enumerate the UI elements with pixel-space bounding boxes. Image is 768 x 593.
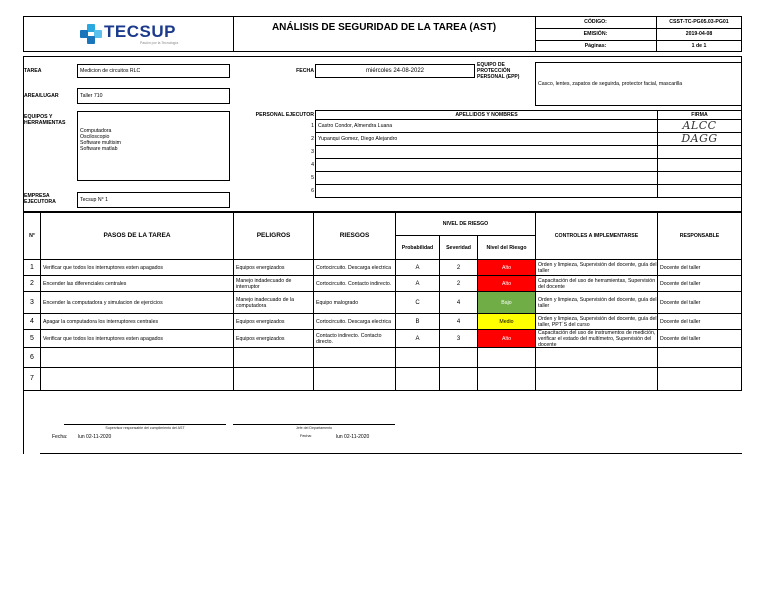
epp-field[interactable] (535, 62, 742, 106)
task-risk[interactable] (313, 291, 396, 314)
paginas-label: Páginas: (584, 43, 607, 49)
col-pasos-label: PASOS DE LA TAREA (103, 232, 171, 239)
task-number-text: 2 (30, 279, 34, 287)
epp-label: EQUIPO DE PROTECCIÓN PERSONAL (EPP) (477, 62, 520, 80)
task-step[interactable] (40, 329, 234, 348)
task-probability[interactable] (395, 367, 440, 391)
task-hazard[interactable] (233, 313, 314, 330)
task-number (23, 329, 41, 348)
col-nivel-header (395, 212, 536, 236)
logo-tagline: Pasión por la Tecnología (140, 41, 179, 45)
personal-name: Castro Condor, Almendra Luana (318, 123, 393, 129)
col-responsable-label: RESPONSABLE (679, 233, 720, 239)
tarea-value: Medicion de circuitos RLC (80, 68, 141, 74)
logo-text: TECSUP (104, 22, 176, 41)
task-controls[interactable] (535, 313, 658, 330)
task-responsible[interactable] (657, 313, 742, 330)
task-controls-text: Orden y limpieza, Supervisión del docente, guía del taller (538, 296, 657, 309)
task-severity[interactable] (439, 259, 478, 276)
task-risk[interactable] (313, 347, 396, 368)
paginas-value: 1 de 1 (691, 43, 707, 49)
task-risk[interactable] (313, 313, 396, 330)
task-severity[interactable] (439, 347, 478, 368)
task-risk-level[interactable] (477, 291, 536, 314)
task-risk[interactable] (313, 329, 396, 348)
codigo-value: CSST-TC-PG05.03-PG01 (669, 19, 729, 25)
personal-number: 1 (311, 123, 314, 129)
task-number (23, 367, 41, 391)
task-responsible-text: Docente del taller (660, 299, 701, 306)
area-value: Taller 710 (80, 93, 103, 99)
task-controls[interactable] (535, 347, 658, 368)
col-peligros-header (233, 212, 314, 260)
task-controls[interactable] (535, 291, 658, 314)
task-hazard-text: Equipos energizados (236, 318, 285, 325)
personal-number: 5 (311, 175, 314, 181)
col-nivelriesgo-label: Nivel del Riesgo (486, 244, 527, 251)
task-hazard[interactable] (233, 291, 314, 314)
task-controls-text: Capacitación del uso de herramientas, Supervisión del docente (538, 277, 656, 290)
personal-number: 3 (311, 149, 314, 155)
task-responsible-text: Docente del taller (660, 335, 701, 342)
personal-firma-cell[interactable] (657, 171, 742, 185)
task-risk-level[interactable] (477, 367, 536, 391)
task-hazard-text: Equipos energizados (236, 335, 285, 342)
col-sev-header (439, 235, 478, 260)
task-number (23, 313, 41, 330)
task-step-text: Apagar la computadora los interruptores centrales (43, 318, 159, 325)
task-hazard[interactable] (233, 259, 314, 276)
task-controls-text: Orden y limpieza, Supervisión del docente, guía del taller (538, 261, 657, 274)
task-risk-level[interactable] (477, 259, 536, 276)
task-risk-level[interactable] (477, 275, 536, 292)
task-risk-level-text: Bajo (501, 299, 512, 306)
emision-value: 2019-04-08 (685, 31, 713, 37)
task-hazard[interactable] (233, 347, 314, 368)
col-peligros-label: PELIGROS (256, 232, 291, 239)
codigo-label: CÓDIGO: (584, 19, 607, 25)
personal-name-cell[interactable] (315, 145, 658, 159)
task-probability[interactable] (395, 313, 440, 330)
task-number-text: 4 (30, 317, 34, 325)
task-responsible[interactable] (657, 259, 742, 276)
task-severity-text: 4 (456, 318, 461, 325)
task-number-text: 5 (30, 334, 34, 342)
personal-signature: ALCC (682, 119, 717, 132)
task-risk-text: Cortocircuito. Descarga electrica (316, 264, 391, 271)
personal-firma-cell[interactable] (657, 184, 742, 198)
task-number-text: 7 (30, 375, 34, 382)
task-responsible[interactable] (657, 367, 742, 391)
personal-firma-cell[interactable] (657, 158, 742, 172)
task-responsible-text: Docente del taller (660, 264, 701, 271)
task-number-text: 1 (30, 263, 34, 271)
empresa-value: Tecsup N° 1 (80, 197, 109, 203)
task-severity[interactable] (439, 291, 478, 314)
area-label: AREA/LUGAR (24, 93, 59, 99)
col-pasos-header (40, 212, 234, 260)
task-risk[interactable] (313, 367, 396, 391)
jefe-signature-line (233, 424, 395, 425)
task-number (23, 259, 41, 276)
task-hazard[interactable] (233, 329, 314, 348)
col-prob-header (395, 235, 440, 260)
equipos-field[interactable] (77, 111, 230, 181)
task-severity[interactable] (439, 367, 478, 391)
sup-label: Supervisor responsable del cumplimiento del AST (105, 426, 185, 430)
personal-firma-cell[interactable] (657, 132, 742, 146)
task-number-text: 6 (30, 353, 34, 361)
task-severity-text: 2 (456, 280, 461, 287)
fecha2-value: lun 02-11-2020 (336, 434, 370, 440)
task-responsible[interactable] (657, 275, 742, 292)
frame-bottom (40, 453, 742, 454)
equipos-item: Software multisim (80, 140, 121, 146)
col-controles-label: CONTROLES A IMPLEMENTARSE (554, 233, 639, 239)
task-hazard-text: Equipos energizados (236, 264, 285, 271)
col-riesgos-header (313, 212, 396, 260)
task-number (23, 291, 41, 314)
task-probability[interactable] (395, 329, 440, 348)
logo-icon (80, 24, 102, 44)
task-risk-level[interactable] (477, 313, 536, 330)
task-probability-text: A (415, 280, 420, 287)
task-step[interactable] (40, 291, 234, 314)
task-responsible[interactable] (657, 347, 742, 368)
col-riesgos-label: RIESGOS (339, 232, 370, 239)
task-number-text: 3 (30, 298, 34, 306)
fecha-field[interactable] (315, 64, 475, 78)
personal-label: PERSONAL EJECUTOR (255, 112, 314, 118)
task-probability[interactable] (395, 347, 440, 368)
jefe-label: Jefe del Departamento (295, 426, 333, 430)
task-step-text: Encender las diferenciales centrales (43, 280, 127, 287)
task-step[interactable] (40, 313, 234, 330)
task-hazard[interactable] (233, 367, 314, 391)
task-risk-text: Contacto indirecto. Contacto directo. (316, 332, 382, 345)
equipos-item: Osciloscopio (80, 134, 110, 140)
fecha-label: FECHA (296, 68, 314, 74)
task-risk-level-text: Alto (502, 335, 511, 342)
area-field[interactable] (77, 88, 230, 104)
empresa-field[interactable] (77, 192, 230, 208)
personal-firma-cell[interactable] (657, 145, 742, 159)
tecsup-logo (80, 22, 180, 48)
personal-firma-cell[interactable] (657, 119, 742, 133)
task-risk-level-text: Medio (499, 318, 514, 325)
task-controls[interactable] (535, 275, 658, 292)
task-step[interactable] (40, 367, 234, 391)
task-severity[interactable] (439, 329, 478, 348)
task-probability[interactable] (395, 275, 440, 292)
task-probability-text: A (415, 335, 420, 342)
task-severity[interactable] (439, 275, 478, 292)
col-sev-label: Severidad (446, 244, 471, 251)
task-risk-text: Cortocircuito. Contacto indirecto. (316, 280, 392, 287)
task-risk-level-text: Alto (502, 264, 511, 271)
task-risk-text: Equipo malogrado (316, 299, 359, 306)
task-risk-level[interactable] (477, 347, 536, 368)
equipos-item: Software matlab (80, 146, 118, 152)
task-hazard[interactable] (233, 275, 314, 292)
col-n-header (23, 212, 41, 260)
fecha1-label: Fecha: (52, 434, 68, 440)
task-controls-text: Orden y limpieza, Supervisión del docente, guía del taller, PPT´S del curso (538, 315, 657, 328)
fecha-value: miércoles 24-08-2022 (365, 68, 425, 74)
personal-name-cell[interactable] (315, 171, 658, 185)
task-hazard-text: Manejo indadecuado de interruptor (236, 277, 292, 290)
empresa-label: EMPRESA EJECUTORA (24, 193, 56, 205)
personal-name-cell[interactable] (315, 158, 658, 172)
task-responsible-text: Docente del taller (660, 318, 701, 325)
sup-signature-line (64, 424, 226, 425)
task-probability-text: C (415, 299, 420, 306)
task-step-text: Encender la computadora y simulacion de ejercicios (43, 299, 163, 306)
task-probability[interactable] (395, 291, 440, 314)
equipos-label: EQUIPOS Y HERRAMIENTAS (24, 114, 66, 126)
personal-number: 4 (311, 162, 314, 168)
task-risk-level[interactable] (477, 329, 536, 348)
personal-name-cell[interactable] (315, 184, 658, 198)
task-severity-text: 4 (456, 299, 461, 306)
emision-label: EMISIÓN: (583, 31, 608, 37)
task-severity-text: 2 (456, 264, 461, 271)
task-severity[interactable] (439, 313, 478, 330)
divider (535, 40, 742, 41)
tarea-field[interactable] (77, 64, 230, 78)
personal-name-cell[interactable] (315, 119, 658, 133)
task-step[interactable] (40, 347, 234, 368)
task-probability-text: B (415, 318, 420, 325)
task-number (23, 347, 41, 368)
col-controles-header (535, 212, 658, 260)
col-nivelriesgo-header (477, 235, 536, 260)
task-responsible[interactable] (657, 291, 742, 314)
personal-number: 2 (311, 136, 314, 142)
task-step-text: Verificar que todos los interruptores esten apagados (43, 264, 163, 271)
task-hazard-text: Manejo inadecuado de la computadora (236, 296, 294, 309)
task-controls[interactable] (535, 329, 658, 348)
task-step-text: Verificar que todos los interruptores esten apagados (43, 335, 163, 342)
task-step[interactable] (40, 275, 234, 292)
col-nivel-label: NIVEL DE RIESGO (442, 221, 489, 227)
firma-label: FIRMA (691, 112, 708, 118)
task-responsible[interactable] (657, 329, 742, 348)
task-severity-text: 3 (456, 335, 461, 342)
task-controls[interactable] (535, 367, 658, 391)
task-responsible-text: Docente del taller (660, 280, 701, 287)
personal-name: Yupanqui Gomez, Diego Alejandro (318, 136, 398, 142)
fecha2-label: Fecha: (300, 434, 312, 438)
task-number (23, 275, 41, 292)
apellidos-label: APELLIDOS Y NOMBRES (455, 112, 518, 118)
task-risk-level-text: Alto (502, 280, 511, 287)
task-probability[interactable] (395, 259, 440, 276)
task-risk-text: Cortocircuito. Descarga electrica (316, 318, 391, 325)
personal-signature: DAGG (681, 132, 718, 145)
tarea-label: TAREA (24, 68, 42, 74)
task-controls-text: Capacitación del uso de instrumentos de medición, verificar el estado del multímetro, Supervisión del docente (538, 329, 656, 348)
epp-value: Casco, lentes, zapatos de seguirda, protector facial, mascarilla (538, 81, 683, 87)
task-controls[interactable] (535, 259, 658, 276)
personal-name-cell[interactable] (315, 132, 658, 146)
task-risk[interactable] (313, 259, 396, 276)
col-responsable-header (657, 212, 742, 260)
col-prob-label: Probabilidad (401, 244, 434, 251)
task-risk[interactable] (313, 275, 396, 292)
col-n-label: N° (29, 233, 35, 239)
fecha1-value: lun 02-11-2020 (78, 434, 112, 440)
personal-number: 6 (311, 188, 314, 194)
divider (535, 28, 742, 29)
task-step[interactable] (40, 259, 234, 276)
task-probability-text: A (415, 264, 420, 271)
frame-left (23, 390, 24, 454)
page-title: ANÁLISIS DE SEGURIDAD DE LA TAREA (AST) (271, 22, 497, 33)
equipos-item: Computadora (80, 128, 112, 134)
